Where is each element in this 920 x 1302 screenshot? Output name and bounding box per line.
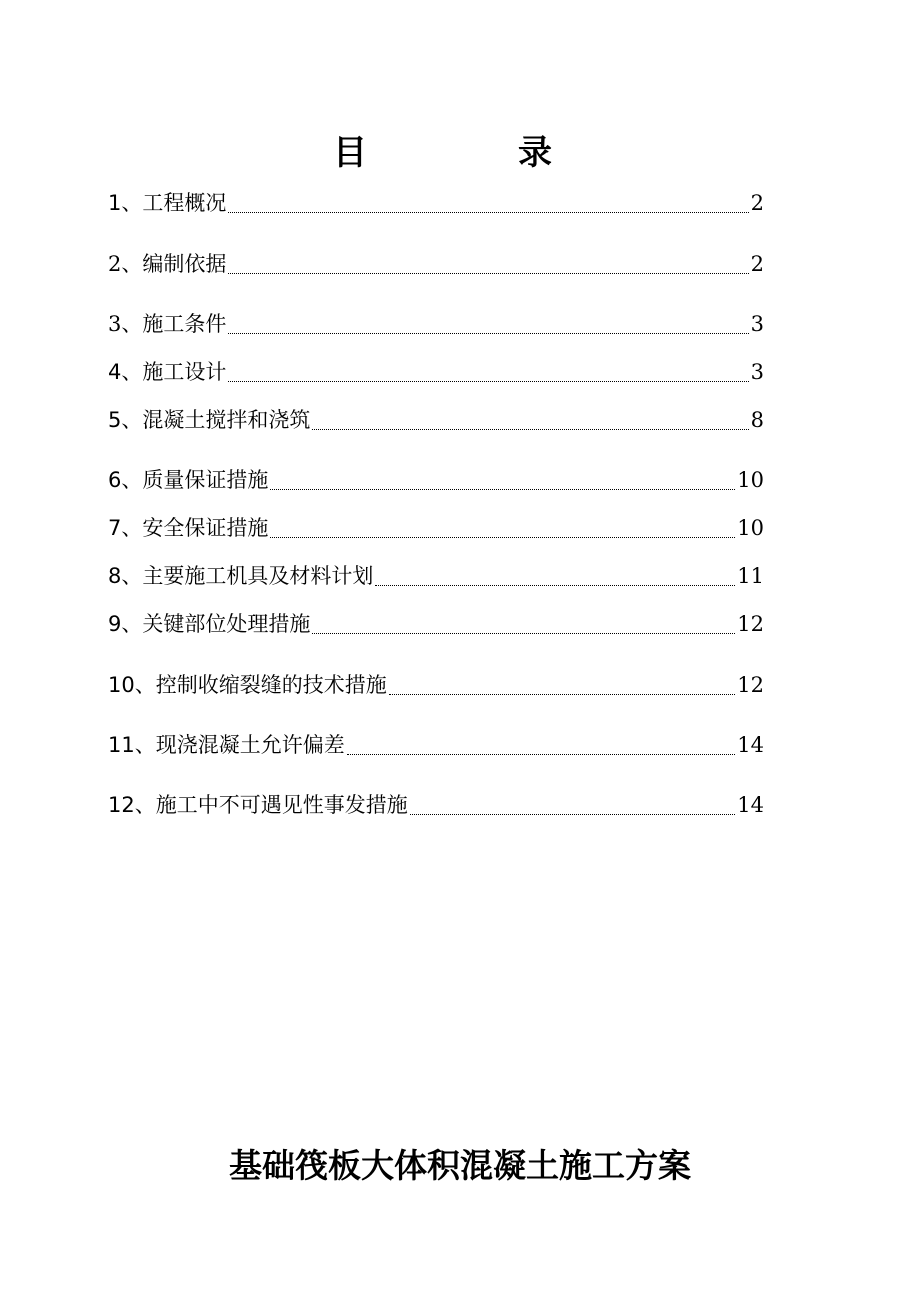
toc-entry-page: 3 bbox=[750, 360, 764, 384]
toc-entry-label: 9、关键部位处理措施 bbox=[108, 612, 311, 636]
toc-entry-label: 3、施工条件 bbox=[108, 312, 227, 336]
toc-entry-page: 12 bbox=[737, 612, 764, 636]
toc-entry-12[interactable] bbox=[108, 788, 764, 818]
toc-entry-page: 14 bbox=[737, 793, 764, 817]
toc-entry-page: 12 bbox=[737, 673, 764, 697]
toc-entry-label: 6、质量保证措施 bbox=[108, 468, 269, 492]
toc-entry-label: 10、控制收缩裂缝的技术措施 bbox=[108, 673, 387, 697]
toc-dot-leader bbox=[347, 754, 736, 755]
toc-entry-label: 1、工程概况 bbox=[108, 191, 227, 215]
toc-heading-char-1: 目 bbox=[333, 133, 367, 173]
toc-entry-8[interactable] bbox=[108, 559, 764, 589]
toc-dot-leader bbox=[270, 489, 735, 490]
toc-entry-label: 12、施工中不可遇见性事发措施 bbox=[108, 793, 408, 817]
toc-entry-7[interactable] bbox=[108, 511, 764, 541]
toc-dot-leader bbox=[228, 381, 748, 382]
toc-entry-label: 2、编制依据 bbox=[108, 252, 227, 276]
toc-entry-label: 5、混凝土搅拌和浇筑 bbox=[108, 408, 311, 432]
toc-entry-page: 11 bbox=[737, 564, 764, 588]
toc-entry-1[interactable] bbox=[108, 186, 764, 216]
document-title: 基础筏板大体积混凝土施工方案 bbox=[229, 1146, 691, 1185]
toc-dot-leader bbox=[270, 537, 735, 538]
toc-dot-leader bbox=[228, 273, 748, 274]
toc-entry-page: 2 bbox=[750, 252, 764, 276]
toc-entry-page: 2 bbox=[750, 191, 764, 215]
toc-entry-page: 3 bbox=[750, 312, 764, 336]
toc-entry-9[interactable] bbox=[108, 607, 764, 637]
toc-entry-label: 8、主要施工机具及材料计划 bbox=[108, 564, 374, 588]
toc-entry-4[interactable] bbox=[108, 355, 764, 385]
toc-entry-page: 10 bbox=[737, 468, 764, 492]
toc-entry-label: 4、施工设计 bbox=[108, 360, 227, 384]
toc-heading-char-2: 录 bbox=[518, 133, 552, 173]
toc-dot-leader bbox=[228, 212, 748, 213]
toc-dot-leader bbox=[375, 585, 735, 586]
toc-entry-page: 14 bbox=[737, 733, 764, 757]
toc-dot-leader bbox=[312, 429, 748, 430]
toc-entry-11[interactable] bbox=[108, 728, 764, 758]
toc-entry-5[interactable] bbox=[108, 403, 764, 433]
toc-heading bbox=[0, 128, 920, 178]
toc-entry-label: 11、现浇混凝土允许偏差 bbox=[108, 733, 345, 757]
toc-entry-6[interactable] bbox=[108, 463, 764, 493]
toc-dot-leader bbox=[228, 333, 748, 334]
toc-dot-leader bbox=[312, 633, 735, 634]
toc-entry-page: 10 bbox=[737, 516, 764, 540]
toc-dot-leader bbox=[410, 814, 736, 815]
toc-dot-leader bbox=[389, 694, 736, 695]
toc-entry-label: 7、安全保证措施 bbox=[108, 516, 269, 540]
toc-entry-2[interactable] bbox=[108, 247, 764, 277]
toc-entry-page: 8 bbox=[750, 408, 764, 432]
toc-entry-10[interactable] bbox=[108, 668, 764, 698]
toc-entry-3[interactable] bbox=[108, 307, 764, 337]
